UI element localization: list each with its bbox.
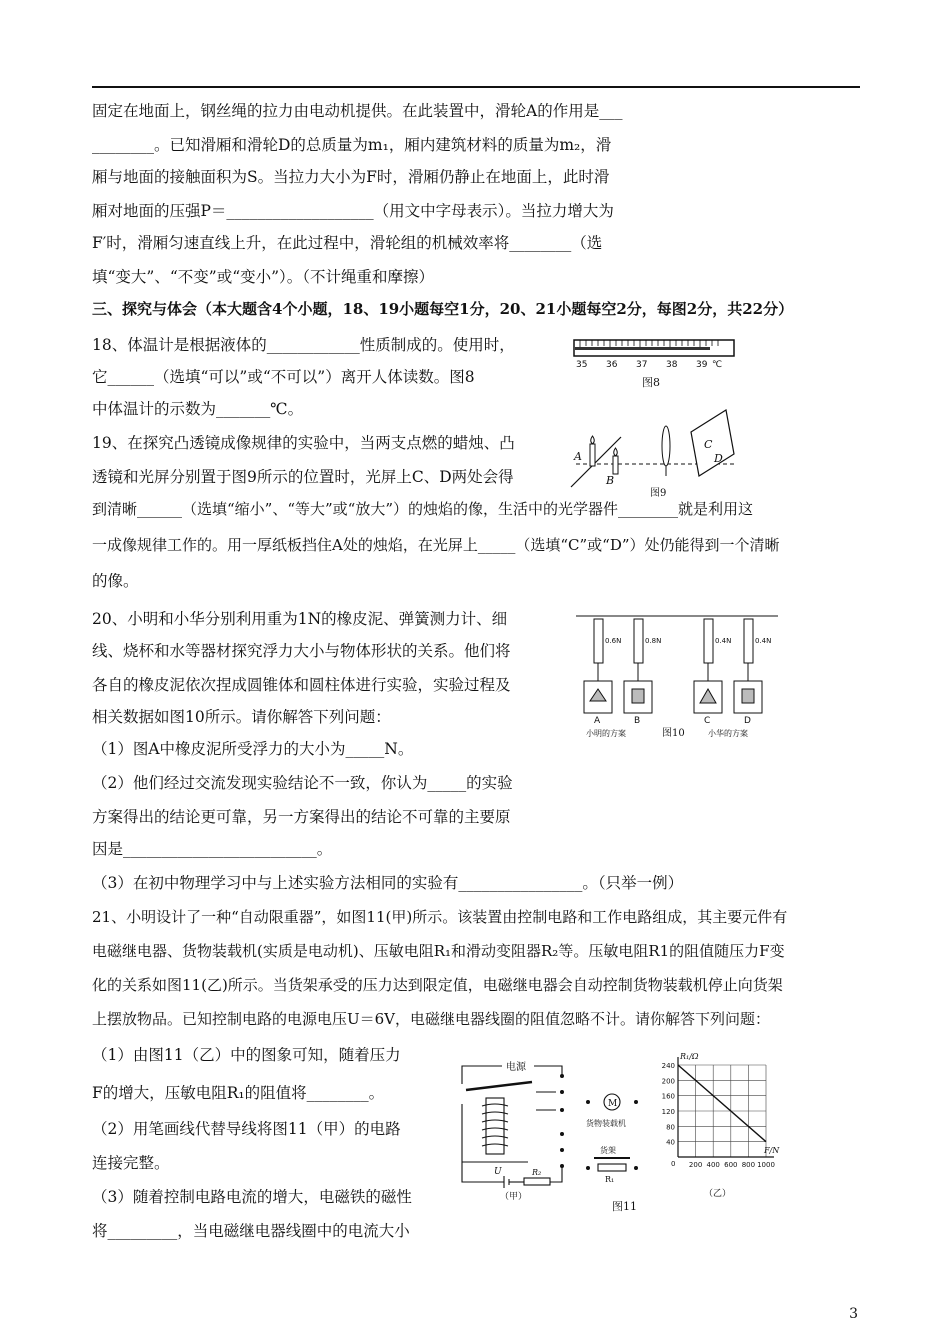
electromagnet-core — [486, 1098, 504, 1154]
q21-sub3: （3）随着控制电路电流的增大，电磁铁的磁性 — [92, 1188, 412, 1206]
figure-11-circuit — [452, 1054, 650, 1212]
q19-line: 一成像规律工作的。用一厚纸板挡住A处的烛焰，在光屏上_____（选填“C”或“D”）处仍能得到一个清晰 — [92, 536, 780, 554]
spring-scale — [744, 619, 753, 663]
wire — [534, 1066, 562, 1076]
figure-caption: 图8 — [642, 376, 660, 389]
spring-scale — [594, 619, 603, 663]
terminal — [634, 1166, 638, 1170]
cylinder-clay — [742, 689, 754, 703]
x-axis-label: F/N — [764, 1146, 780, 1155]
q19-line: 的像。 — [92, 572, 139, 590]
armature — [466, 1082, 532, 1090]
motor-label: 货物装载机 — [586, 1119, 626, 1128]
text-line: ________。已知滑厢和滑轮D的总质量为m₁，厢内建筑材料的质量为m₂，滑 — [92, 136, 612, 154]
beaker-label: A — [594, 716, 601, 726]
label-d: D — [714, 452, 723, 465]
label-a: A — [574, 450, 582, 463]
u-label: U — [494, 1167, 502, 1177]
text-line: 厢对地面的压强P＝___________________（用文中字母表示）。当拉力增大为 — [92, 202, 614, 220]
terminal — [634, 1100, 638, 1104]
tick-label: 36 — [606, 360, 618, 370]
text-line: 厢与地面的接触面积为S。当拉力大小为F时，滑厢仍静止在地面上，此时滑 — [92, 168, 610, 186]
wire — [550, 1166, 562, 1182]
r2-label: R₂ — [532, 1168, 542, 1177]
figure-9-lens — [566, 402, 746, 498]
resistor-r1 — [598, 1164, 626, 1171]
figure-caption: 图9 — [650, 488, 667, 498]
x-tick-label: 1000 — [757, 1161, 775, 1169]
q20-sub2: 方案得出的结论更可靠，另一方案得出的结论不可靠的主要原 — [92, 808, 511, 826]
q20-line: 相关数据如图10所示。请你解答下列问题： — [92, 708, 391, 726]
q21-line: 上摆放物品。已知控制电路的电源电压U＝6V，电磁继电器线圈的阻值忽略不计。请你解答下列问题： — [92, 1010, 771, 1028]
candle-a — [590, 444, 595, 466]
q21-sub2: （2）用笔画线代替导线将图11（甲）的电路 — [92, 1120, 401, 1138]
y-tick-label: 80 — [666, 1123, 675, 1132]
q21-sub1: F的增大，压敏电阻R₁的阻值将________。 — [92, 1084, 385, 1102]
q20-line: 各自的橡皮泥依次捏成圆锥体和圆柱体进行实验，实验过程及 — [92, 676, 511, 694]
scale-reading: 0.4N — [755, 637, 772, 645]
text-line: 填“变大”、“不变”或“变小”）。（不计绳重和摩擦） — [92, 268, 435, 286]
tick-label: 38 — [666, 360, 678, 370]
y-tick-label: 160 — [661, 1092, 675, 1101]
chart-grid — [678, 1065, 766, 1157]
terminal — [560, 1164, 564, 1168]
wire — [462, 1066, 502, 1084]
y-tick-label: 200 — [661, 1077, 675, 1086]
scale-reading: 0.6N — [605, 637, 622, 645]
x-tick-label: 200 — [688, 1161, 703, 1169]
q21-line: 化的关系如图11(乙)所示。当货架承受的压力达到限定值，电磁继电器会自动控制货物装载机停止向货架 — [92, 976, 783, 994]
q21-line: 电磁继电器、货物装载机(实质是电动机)、压敏电阻R₁和滑动变阻器R₂等。压敏电阻R1的阻值随压力F变 — [92, 942, 785, 960]
terminal — [560, 1108, 564, 1112]
x-tick-label: 800 — [741, 1161, 756, 1169]
section-heading: 三、探究与体会（本大题含4个小题，18、19小题每空1分，20、21小题每空2分，每图2分，共22分） — [92, 300, 794, 318]
label-c: C — [704, 438, 713, 451]
q19-line: 透镜和光屏分别置于图9所示的位置时，光屏上C、D两处会得 — [92, 468, 514, 486]
q21-sub1: （1）由图11（乙）中的图象可知，随着压力 — [92, 1046, 401, 1064]
q18-line: 它______（选填“可以”或“不可以”）离开人体读数。图8 — [92, 368, 475, 386]
q18-line: 中体温计的示数为_______℃。 — [92, 400, 304, 418]
spring-scale — [704, 619, 713, 663]
terminal — [586, 1100, 590, 1104]
origin-label: 0 — [671, 1160, 676, 1168]
y-tick-label: 120 — [661, 1108, 675, 1116]
flame-icon — [614, 448, 618, 456]
r1-label: R₁ — [605, 1175, 615, 1184]
tick-label: 39 — [696, 360, 708, 370]
q20-sub1: （1）图A中橡皮泥所受浮力的大小为_____N。 — [92, 740, 414, 758]
spring-scale — [634, 619, 643, 663]
light-screen — [691, 410, 734, 476]
x-tick-label: 400 — [706, 1161, 720, 1169]
scale-reading: 0.4N — [715, 637, 732, 645]
q20-sub2: 因是_________________________。 — [92, 840, 333, 858]
q20-sub2: （2）他们经过交流发现实验结论不一致，你认为_____的实验 — [92, 774, 513, 792]
terminal — [586, 1166, 590, 1170]
scheme-label: 小明的方案 — [586, 729, 626, 738]
flame-icon — [591, 436, 595, 444]
q21-line: 21、小明设计了一种“自动限重器”，如图11(甲)所示。该装置由控制电路和工作电路组成，其主要元件有 — [92, 908, 788, 926]
beaker-label: B — [634, 716, 641, 726]
cylinder-clay — [632, 689, 644, 703]
q19-line: 19、在探究凸透镜成像规律的实验中，当两支点燃的蜡烛、凸 — [92, 434, 515, 452]
terminal — [560, 1090, 564, 1094]
figure-caption: 图10 — [662, 728, 685, 739]
label-b: B — [606, 474, 615, 487]
rheostat-r2 — [524, 1178, 550, 1185]
series-line — [678, 1065, 766, 1142]
tick-label: ℃ — [712, 360, 723, 370]
x-tick-label: 600 — [724, 1161, 738, 1169]
y-axis-label: R₁/Ω — [680, 1052, 699, 1061]
figure-10-buoyancy — [576, 613, 778, 741]
subfigure-label: （甲） — [500, 1192, 528, 1202]
q20-sub3: （3）在初中物理学习中与上述实验方法相同的实验有________________。（只举一例） — [92, 874, 684, 892]
header-rule — [92, 86, 860, 88]
terminal — [560, 1132, 564, 1136]
figure-caption: 图11 — [612, 1200, 637, 1212]
q20-line: 20、小明和小华分别利用重为1N的橡皮泥、弹簧测力计、细 — [92, 610, 508, 628]
tick-label: 35 — [576, 360, 588, 370]
page-number: 3 — [849, 1306, 858, 1322]
motor-symbol: M — [608, 1099, 618, 1109]
beaker-label: D — [744, 716, 751, 726]
q18-line: 18、体温计是根据液体的____________性质制成的。使用时， — [92, 336, 515, 354]
figure-8-thermometer — [572, 336, 740, 392]
y-tick-label: 40 — [666, 1138, 675, 1147]
q21-sub2: 连接完整。 — [92, 1154, 170, 1172]
q19-line: 到清晰______（选填“缩小”、“等大”或“放大”）的烛焰的像，生活中的光学器件________就是利用这 — [92, 500, 754, 518]
scheme-label: 小华的方案 — [708, 729, 748, 738]
convex-lens — [662, 426, 670, 466]
scale-reading: 0.8N — [645, 637, 662, 645]
text-line: 固定在地面上，钢丝绳的拉力由电动机提供。在此装置中，滑轮A的作用是___ — [92, 102, 623, 120]
figure-11-chart — [652, 1051, 784, 1211]
y-tick-label: 240 — [661, 1062, 675, 1070]
mercury-column — [575, 347, 710, 350]
beaker-label: C — [704, 716, 711, 726]
candle-b — [613, 456, 618, 474]
shelf-label: 货架 — [600, 1146, 616, 1155]
terminal — [560, 1148, 564, 1152]
terminal — [560, 1074, 564, 1078]
q20-line: 线、烧杯和水等器材探究浮力大小与物体形状的关系。他们将 — [92, 642, 511, 660]
text-line: F′时，滑厢匀速直线上升，在此过程中，滑轮组的机械效率将________（选 — [92, 234, 603, 252]
subfigure-label: （乙） — [704, 1189, 732, 1199]
power-label: 电源 — [506, 1062, 526, 1073]
tick-label: 37 — [636, 360, 648, 370]
q21-sub3: 将_________，当电磁继电器线圈中的电流大小 — [92, 1222, 410, 1240]
